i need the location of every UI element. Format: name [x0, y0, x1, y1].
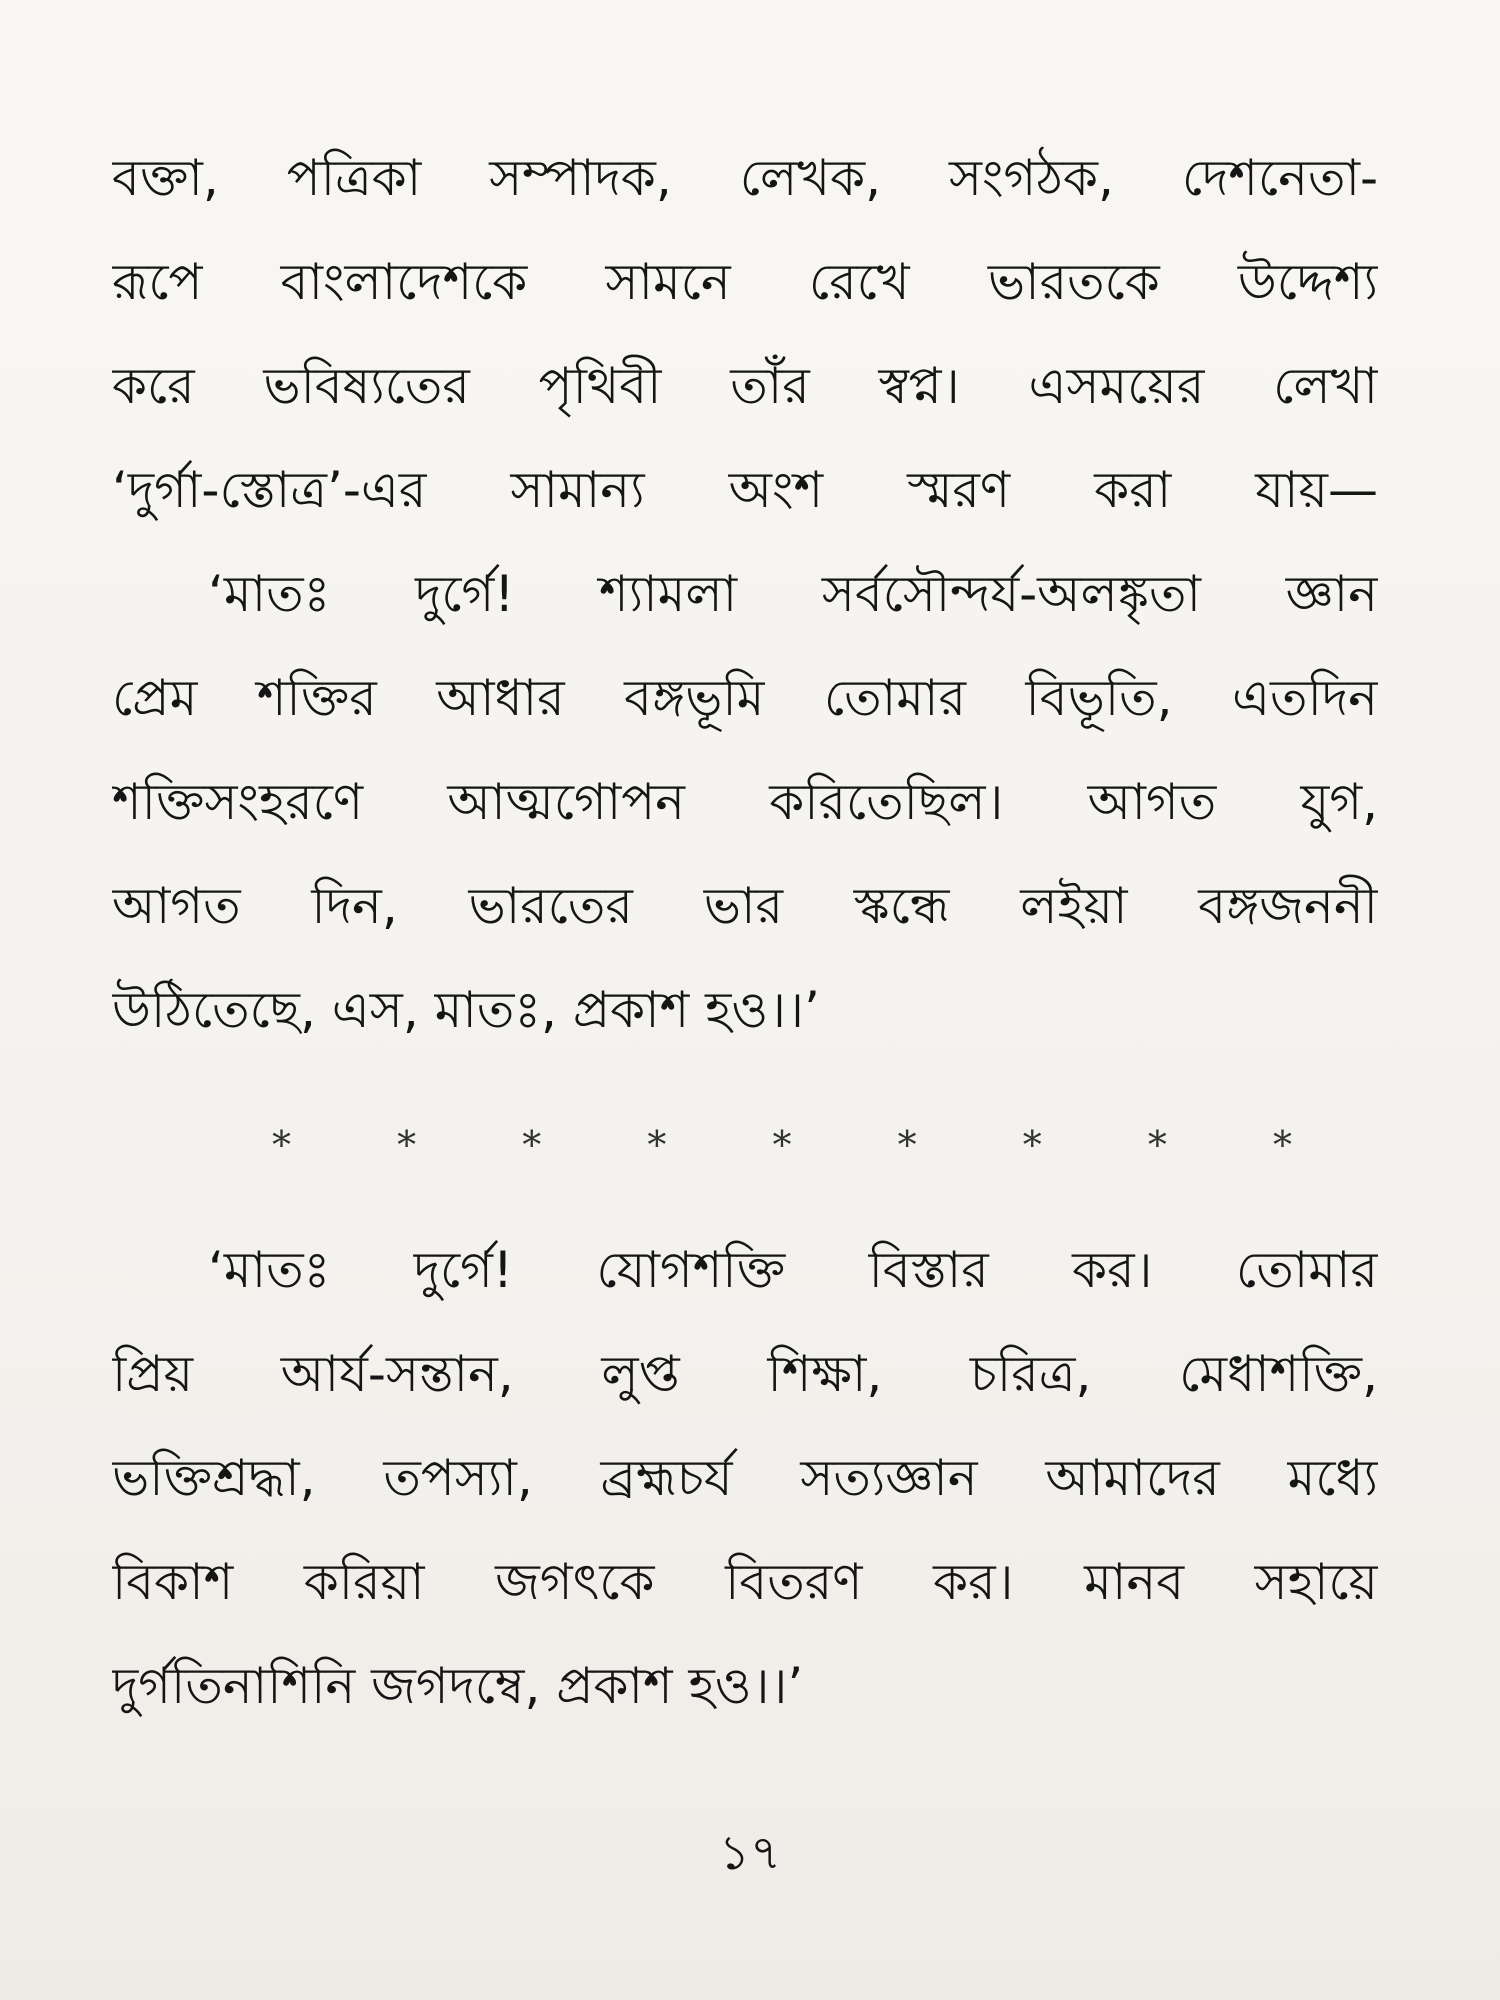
quote-line: বিকাশ করিয়া জগৎকে বিতরণ কর। মানব সহায়ে [112, 1553, 1378, 1611]
main-text-block [112, 126, 1378, 1062]
quote-line: শক্তিসংহরণে আত্মগোপন করিতেছিল। আগত যুগ, [112, 773, 1378, 831]
text-line: বক্তা, পত্রিকা সম্পাদক, লেখক, সংগঠক, দেশনেতা- [112, 149, 1378, 207]
quote-line: ‘মাতঃ দুর্গে! শ্যামলা সর্বসৌন্দর্য-অলঙ্কৃতা জ্ঞান [208, 565, 1378, 623]
text-line: রূপে বাংলাদেশকে সামনে রেখে ভারতকে উদ্দেশ্য [112, 253, 1378, 311]
text-line: করে ভবিষ্যতের পৃথিবী তাঁর স্বপ্ন। এসময়ের লেখা [112, 357, 1378, 415]
quote-line: উঠিতেছে, এস, মাতঃ, প্রকাশ হও।।’ [112, 981, 820, 1039]
asterisk: * [1273, 1123, 1292, 1167]
quote-line: ভক্তিশ্রদ্ধা, তপস্যা, ব্রহ্মচর্য সত্যজ্ঞান আমাদের মধ্যে [112, 1449, 1378, 1507]
asterisk: * [897, 1123, 917, 1167]
section-separator [272, 1115, 1292, 1175]
text-line: ‘দুর্গা-স্তোত্র’-এর সামান্য অংশ স্মরণ করা যায়— [112, 461, 1378, 519]
page-number: ১৭ [718, 1825, 782, 1881]
second-quote-block [112, 1218, 1378, 1738]
asterisk: * [272, 1123, 291, 1167]
quote-line: প্রেম শক্তির আধার বঙ্গভূমি তোমার বিভূতি, এতদিন [112, 669, 1378, 727]
quote-line: আগত দিন, ভারতের ভার স্কন্ধে লইয়া বঙ্গজননী [112, 877, 1378, 935]
quote-line: দুর্গতিনাশিনি জগদম্বে, প্রকাশ হও।।’ [112, 1657, 804, 1715]
quote-line: প্রিয় আর্য-সন্তান, লুপ্ত শিক্ষা, চরিত্র, মেধাশক্তি, [112, 1345, 1378, 1403]
asterisk: * [1147, 1123, 1167, 1167]
asterisk: * [1022, 1123, 1042, 1167]
asterisk: * [772, 1123, 792, 1167]
asterisk: * [522, 1123, 542, 1167]
quote-line: ‘মাতঃ দুর্গে! যোগশক্তি বিস্তার কর। তোমার [208, 1241, 1378, 1299]
asterisk: * [647, 1123, 667, 1167]
asterisk: * [397, 1123, 417, 1167]
